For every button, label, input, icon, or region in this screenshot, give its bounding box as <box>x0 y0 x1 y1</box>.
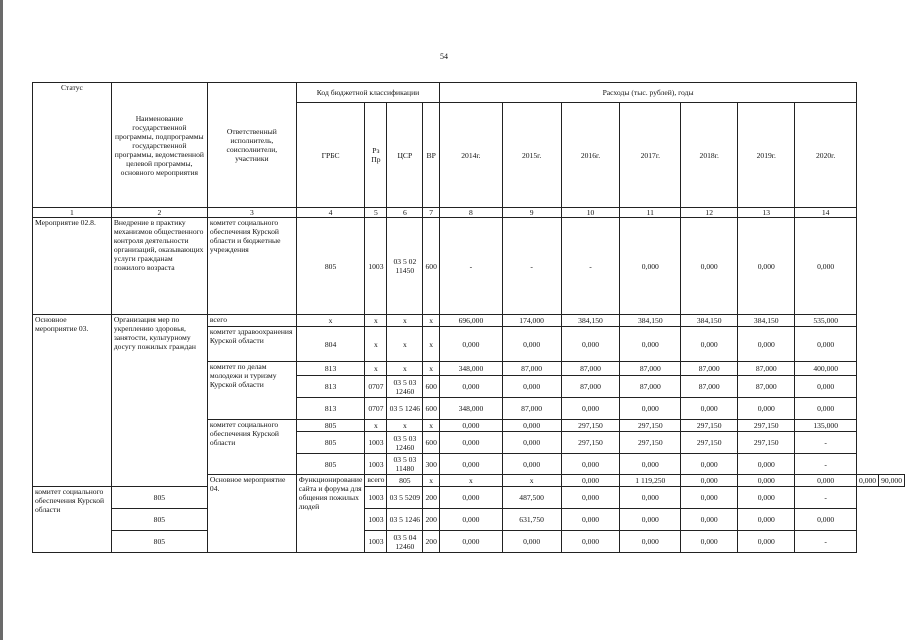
amount-cell: 0,000 <box>440 327 503 362</box>
vr-cell: 200 <box>423 531 440 553</box>
rzpr-cell: x <box>365 327 387 362</box>
amount-cell: 0,000 <box>561 475 620 487</box>
rzpr-cell: 1003 <box>365 509 387 531</box>
csr-cell: x <box>387 315 423 327</box>
amount-cell: 0,000 <box>857 475 879 487</box>
amount-cell: 0,000 <box>795 327 857 362</box>
amount-cell: 87,000 <box>681 376 738 398</box>
grbs-cell: 805 <box>111 509 207 531</box>
amount-cell: 297,150 <box>620 420 681 432</box>
amount-cell: 0,000 <box>440 432 503 454</box>
amount-cell: 87,000 <box>620 376 681 398</box>
header-responsible: Ответственный исполнитель, соисполнители, участники <box>207 83 296 208</box>
vr-cell: 600 <box>423 398 440 420</box>
vr-cell: 200 <box>423 509 440 531</box>
amount-cell: 0,000 <box>620 487 681 509</box>
header-status: Статус <box>33 83 112 208</box>
amount-cell: 0,000 <box>561 454 620 475</box>
table-row <box>33 509 905 531</box>
header-year: 2019г. <box>738 103 795 208</box>
amount-cell: 0,000 <box>795 218 857 315</box>
status-cell: Основное мероприятие 04. <box>207 475 296 553</box>
header-year: 2017г. <box>620 103 681 208</box>
vr-cell: x <box>423 327 440 362</box>
column-number: 13 <box>738 208 795 218</box>
rzpr-cell: 1003 <box>365 218 387 315</box>
amount-cell: 0,000 <box>738 487 795 509</box>
amount-cell: 87,000 <box>738 362 795 376</box>
amount-cell: - <box>795 454 857 475</box>
csr-cell: 03 5 1246 <box>387 509 423 531</box>
amount-cell: 696,000 <box>440 315 503 327</box>
grbs-cell: 805 <box>111 531 207 553</box>
table-row <box>33 218 905 315</box>
amount-cell: 297,150 <box>561 420 620 432</box>
responsible-cell: комитет социального обеспечения Курской области <box>33 487 112 553</box>
amount-cell: 0,000 <box>681 327 738 362</box>
amount-cell: 297,150 <box>620 432 681 454</box>
column-number: 4 <box>296 208 365 218</box>
csr-cell: 03 5 5209 <box>387 487 423 509</box>
rzpr-cell: 1003 <box>365 454 387 475</box>
amount-cell: 384,150 <box>620 315 681 327</box>
grbs-cell: 805 <box>387 475 423 487</box>
header-csr: ЦСР <box>387 103 423 208</box>
amount-cell: 631,750 <box>502 509 561 531</box>
vr-cell: 300 <box>423 454 440 475</box>
column-number: 5 <box>365 208 387 218</box>
amount-cell: 87,000 <box>561 362 620 376</box>
amount-cell: 348,000 <box>440 362 503 376</box>
status-cell: Мероприятие 02.8. <box>33 218 112 315</box>
amount-cell: 0,000 <box>502 432 561 454</box>
amount-cell: 0,000 <box>795 398 857 420</box>
vr-cell: 600 <box>423 432 440 454</box>
grbs-cell: 805 <box>296 218 365 315</box>
amount-cell: 0,000 <box>620 327 681 362</box>
vr-cell: x <box>423 420 440 432</box>
amount-cell: 0,000 <box>502 454 561 475</box>
csr-cell: x <box>387 327 423 362</box>
header-grbs: ГРБС <box>296 103 365 208</box>
csr-cell: 03 5 03 11480 <box>387 454 423 475</box>
column-number: 14 <box>795 208 857 218</box>
header-rzpr: Рз Пр <box>365 103 387 208</box>
column-number: 8 <box>440 208 503 218</box>
amount-cell: 0,000 <box>620 531 681 553</box>
rzpr-cell: x <box>365 315 387 327</box>
amount-cell: 0,000 <box>620 398 681 420</box>
amount-cell: 0,000 <box>561 509 620 531</box>
amount-cell: - <box>440 218 503 315</box>
amount-cell: 0,000 <box>440 376 503 398</box>
column-number: 11 <box>620 208 681 218</box>
vr-cell: 600 <box>423 218 440 315</box>
amount-cell: 87,000 <box>681 362 738 376</box>
amount-cell: 0,000 <box>620 509 681 531</box>
table-row <box>33 315 905 327</box>
csr-cell: 03 5 03 12460 <box>387 376 423 398</box>
amount-cell: 0,000 <box>502 376 561 398</box>
column-number: 1 <box>33 208 112 218</box>
scan-edge <box>0 0 3 640</box>
amount-cell: 0,000 <box>795 475 857 487</box>
amount-cell: 0,000 <box>738 509 795 531</box>
page-number: 54 <box>440 52 448 61</box>
amount-cell: 0,000 <box>502 531 561 553</box>
amount-cell: 87,000 <box>620 362 681 376</box>
amount-cell: 0,000 <box>738 327 795 362</box>
header-expenses-group: Расходы (тыс. рублей), годы <box>440 83 857 103</box>
amount-cell: 1 119,250 <box>620 475 681 487</box>
rzpr-cell: 0707 <box>365 398 387 420</box>
vr-cell: 200 <box>423 487 440 509</box>
amount-cell: 0,000 <box>681 454 738 475</box>
grbs-cell: 805 <box>296 454 365 475</box>
column-number: 6 <box>387 208 423 218</box>
csr-cell: 03 5 02 11450 <box>387 218 423 315</box>
amount-cell: 0,000 <box>620 218 681 315</box>
amount-cell: - <box>795 432 857 454</box>
amount-cell: 487,500 <box>502 487 561 509</box>
amount-cell: 87,000 <box>561 376 620 398</box>
amount-cell: 87,000 <box>502 362 561 376</box>
rzpr-cell: x <box>365 362 387 376</box>
header-name: Наименование государственной программы, подпрограммы государственной программы, ведомственной целевой программы, основного мероприятия <box>111 83 207 208</box>
header-year: 2015г. <box>502 103 561 208</box>
amount-cell: 87,000 <box>502 398 561 420</box>
amount-cell: 0,000 <box>738 454 795 475</box>
amount-cell: 297,150 <box>561 432 620 454</box>
amount-cell: 384,150 <box>738 315 795 327</box>
amount-cell: 0,000 <box>561 398 620 420</box>
csr-cell: x <box>440 475 503 487</box>
amount-cell: 0,000 <box>502 327 561 362</box>
measure-name-cell: Внедрение в практику механизмов общественного контроля деятельности организаций, оказывающих услуги гражданам пожилого возраста <box>111 218 207 315</box>
amount-cell: - <box>561 218 620 315</box>
amount-cell: 0,000 <box>561 531 620 553</box>
amount-cell: 0,000 <box>502 420 561 432</box>
responsible-cell: комитет социального обеспечения Курской области и бюджетные учреждения <box>207 218 296 315</box>
header-year: 2016г. <box>561 103 620 208</box>
responsible-cell: всего <box>207 315 296 327</box>
amount-cell: 0,000 <box>440 487 503 509</box>
vr-cell: x <box>502 475 561 487</box>
rzpr-cell: 1003 <box>365 432 387 454</box>
csr-cell: x <box>387 420 423 432</box>
amount-cell: 0,000 <box>681 509 738 531</box>
column-number: 2 <box>111 208 207 218</box>
amount-cell: 0,000 <box>681 398 738 420</box>
grbs-cell: 813 <box>296 362 365 376</box>
rzpr-cell: 0707 <box>365 376 387 398</box>
amount-cell: 0,000 <box>440 454 503 475</box>
amount-cell: 0,000 <box>561 327 620 362</box>
amount-cell: 297,150 <box>681 420 738 432</box>
amount-cell: 0,000 <box>738 475 795 487</box>
amount-cell: 0,000 <box>738 531 795 553</box>
amount-cell: 90,000 <box>879 475 905 487</box>
header-year: 2014г. <box>440 103 503 208</box>
header-year: 2018г. <box>681 103 738 208</box>
measure-name-cell: Функционирование сайта и форума для общения пожилых людей <box>296 475 365 553</box>
grbs-cell: x <box>296 315 365 327</box>
column-number: 9 <box>502 208 561 218</box>
budget-table <box>32 82 905 553</box>
responsible-cell: комитет здравоохранения Курской области <box>207 327 296 362</box>
table-row <box>33 487 905 509</box>
rzpr-cell: x <box>423 475 440 487</box>
amount-cell: 0,000 <box>440 420 503 432</box>
column-number: 10 <box>561 208 620 218</box>
amount-cell: 0,000 <box>738 398 795 420</box>
vr-cell: x <box>423 315 440 327</box>
rzpr-cell: x <box>365 420 387 432</box>
responsible-cell: комитет социального обеспечения Курской области <box>207 420 296 475</box>
amount-cell: 384,150 <box>681 315 738 327</box>
amount-cell: 0,000 <box>795 509 857 531</box>
amount-cell: 400,000 <box>795 362 857 376</box>
csr-cell: 03 5 03 12460 <box>387 432 423 454</box>
amount-cell: - <box>795 531 857 553</box>
amount-cell: 535,000 <box>795 315 857 327</box>
amount-cell: 0,000 <box>440 531 503 553</box>
responsible-cell: всего <box>365 475 387 487</box>
vr-cell: 600 <box>423 376 440 398</box>
grbs-cell: 805 <box>296 432 365 454</box>
column-number: 12 <box>681 208 738 218</box>
amount-cell: 297,150 <box>681 432 738 454</box>
amount-cell: 0,000 <box>681 218 738 315</box>
responsible-cell: комитет по делам молодежи и туризму Курской области <box>207 362 296 420</box>
csr-cell: 03 5 04 12460 <box>387 531 423 553</box>
measure-name-cell: Организация мер по укреплению здоровья, занятости, культурному досугу пожилых граждан <box>111 315 207 487</box>
grbs-cell: 813 <box>296 376 365 398</box>
table-row <box>33 531 905 553</box>
header-code-group: Код бюджетной классификации <box>296 83 439 103</box>
grbs-cell: 805 <box>111 487 207 509</box>
rzpr-cell: 1003 <box>365 487 387 509</box>
amount-cell: 384,150 <box>561 315 620 327</box>
amount-cell: 0,000 <box>620 454 681 475</box>
rzpr-cell: 1003 <box>365 531 387 553</box>
grbs-cell: 805 <box>296 420 365 432</box>
header-vr: ВР <box>423 103 440 208</box>
column-number-row <box>33 208 905 218</box>
header-year: 2020г. <box>795 103 857 208</box>
amount-cell: 297,150 <box>738 432 795 454</box>
amount-cell: 0,000 <box>561 487 620 509</box>
amount-cell: 348,000 <box>440 398 503 420</box>
column-number: 7 <box>423 208 440 218</box>
amount-cell: 87,000 <box>738 376 795 398</box>
amount-cell: 0,000 <box>795 376 857 398</box>
amount-cell: 0,000 <box>681 487 738 509</box>
amount-cell: 0,000 <box>440 509 503 531</box>
amount-cell: 297,150 <box>738 420 795 432</box>
csr-cell: x <box>387 362 423 376</box>
amount-cell: - <box>795 487 857 509</box>
vr-cell: x <box>423 362 440 376</box>
amount-cell: 135,000 <box>795 420 857 432</box>
amount-cell: 174,000 <box>502 315 561 327</box>
grbs-cell: 804 <box>296 327 365 362</box>
amount-cell: - <box>502 218 561 315</box>
amount-cell: 0,000 <box>738 218 795 315</box>
amount-cell: 0,000 <box>681 475 738 487</box>
grbs-cell: 813 <box>296 398 365 420</box>
column-number: 3 <box>207 208 296 218</box>
status-cell: Основное мероприятие 03. <box>33 315 112 487</box>
csr-cell: 03 5 1246 <box>387 398 423 420</box>
amount-cell: 0,000 <box>681 531 738 553</box>
